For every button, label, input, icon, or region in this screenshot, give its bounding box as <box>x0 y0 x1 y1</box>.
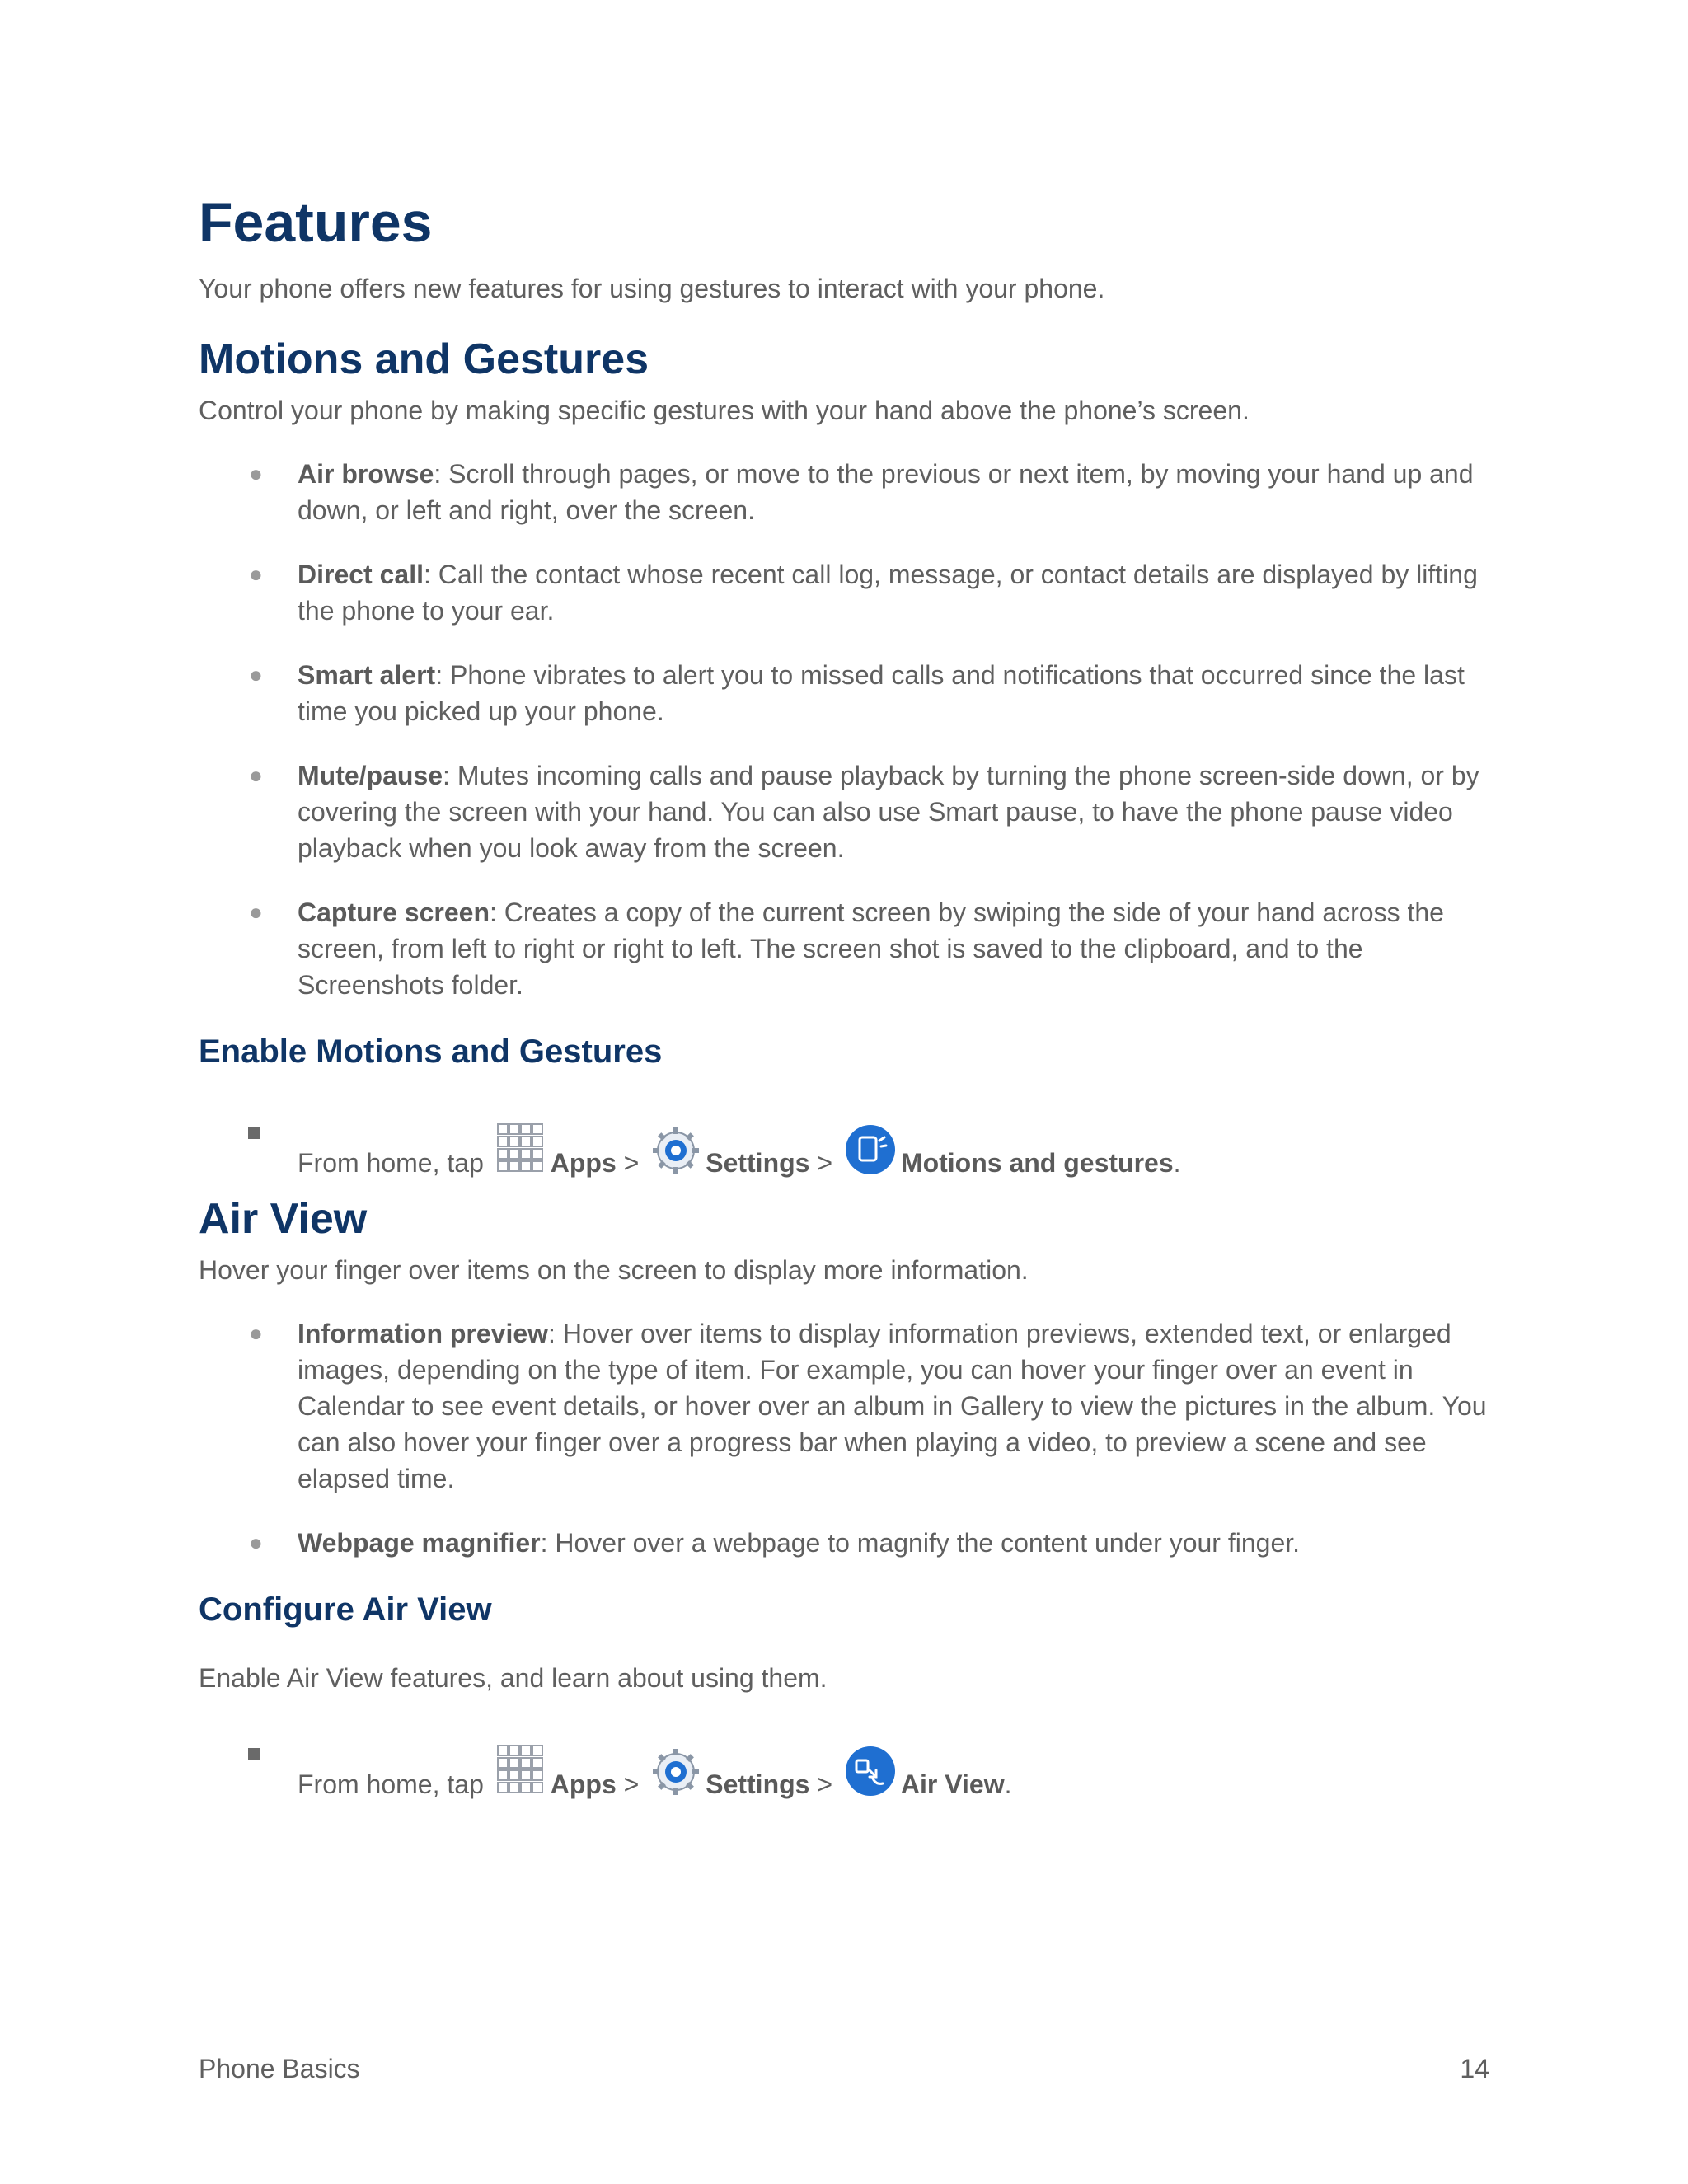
footer-page-number: 14 <box>1460 2054 1489 2083</box>
step-separator: > <box>623 1148 640 1178</box>
bullet-term: Capture screen <box>298 898 490 927</box>
bullet-term: Information preview <box>298 1319 549 1348</box>
air-view-step <box>199 1718 1493 1799</box>
air-view-label: Air View <box>900 1769 1005 1799</box>
configure-air-view-heading: Configure Air View <box>199 1591 492 1628</box>
bullet-term: Smart alert <box>298 660 436 690</box>
bullet-dot: ● <box>249 899 263 925</box>
settings-gear-icon <box>651 1747 701 1802</box>
step-bullet-square <box>248 1748 260 1760</box>
air-view-heading: Air View <box>199 1195 368 1243</box>
bullet-dot: ● <box>249 662 263 687</box>
bullet-text: : Mutes incoming calls and pause playback by turning the phone screen-side down, or by covering the screen with your hand. You can also use Smart pause, to have the phone pause video playback when you look away from the screen. <box>298 761 1479 863</box>
step-end: . <box>1004 1769 1012 1799</box>
list-item <box>199 456 1493 528</box>
settings-gear-icon <box>651 1126 701 1181</box>
bullet-text: : Call the contact whose recent call log, message, or contact details are displayed by lifting the phone to your ear. <box>298 560 1478 626</box>
settings-label: Settings <box>706 1769 810 1799</box>
page-title: Features <box>199 191 433 254</box>
list-item <box>199 1525 1493 1561</box>
bullet-dot: ● <box>249 1530 263 1555</box>
configure-air-view-intro: Enable Air View features, and learn about using them. <box>199 1663 828 1693</box>
step-end: . <box>1173 1148 1181 1178</box>
bullet-term: Air browse <box>298 459 434 489</box>
apps-grid-icon <box>496 1744 546 1802</box>
list-item <box>199 1315 1493 1497</box>
step-separator: > <box>623 1769 640 1799</box>
bullet-text: : Scroll through pages, or move to the previous or next item, by moving your hand up and down, or left and right, over the screen. <box>298 459 1474 525</box>
step-prefix: From home, tap <box>298 1148 484 1178</box>
list-item <box>199 894 1493 1003</box>
settings-label: Settings <box>706 1148 810 1178</box>
apps-grid-icon <box>496 1122 546 1181</box>
bullet-text: : Phone vibrates to alert you to missed calls and notifications that occurred since the last time you picked up your phone. <box>298 660 1465 726</box>
list-item <box>199 657 1493 729</box>
list-item <box>199 556 1493 629</box>
bullet-term: Mute/pause <box>298 761 443 790</box>
bullet-dot: ● <box>249 461 263 486</box>
motions-bullet-list <box>199 456 1493 1031</box>
bullet-text: : Hover over items to display information previews, extended text, or enlarged images, depending on the type of item. For example, you can hover your finger over an event in Calendar to see event details, or hover over an album in Gallery to view the pictures in the album. You can also hover your finger over a progress bar when playing a video, to preview a scene and see elapsed time. <box>298 1319 1487 1493</box>
motions-heading: Motions and Gestures <box>199 335 649 383</box>
air-view-icon <box>845 1746 896 1802</box>
enable-motions-heading: Enable Motions and Gestures <box>199 1033 663 1070</box>
apps-label: Apps <box>550 1769 617 1799</box>
air-view-bullet-list <box>199 1315 1493 1589</box>
bullet-text: : Hover over a webpage to magnify the content under your finger. <box>540 1528 1301 1558</box>
list-item <box>199 757 1493 866</box>
apps-label: Apps <box>550 1148 617 1178</box>
step-bullet-square <box>248 1127 260 1139</box>
motions-intro: Control your phone by making specific gestures with your hand above the phone’s screen. <box>199 396 1250 425</box>
motions-gestures-label: Motions and gestures <box>900 1148 1174 1178</box>
bullet-dot: ● <box>249 1320 263 1346</box>
air-view-intro: Hover your finger over items on the screen to display more information. <box>199 1255 1029 1285</box>
bullet-term: Webpage magnifier <box>298 1528 541 1558</box>
step-prefix: From home, tap <box>298 1769 484 1799</box>
page-intro: Your phone offers new features for using gestures to interact with your phone. <box>199 274 1105 303</box>
bullet-text: : Creates a copy of the current screen by swiping the side of your hand across the screen, from left to right or right to left. The screen shot is saved to the clipboard, and to the Screenshots folder. <box>298 898 1444 1000</box>
bullet-dot: ● <box>249 561 263 587</box>
bullet-dot: ● <box>249 762 263 788</box>
step-separator: > <box>817 1148 833 1178</box>
motions-step <box>199 1096 1493 1178</box>
bullet-term: Direct call <box>298 560 424 589</box>
footer-section-title: Phone Basics <box>199 2054 360 2083</box>
step-separator: > <box>817 1769 833 1799</box>
motions-gestures-icon <box>845 1124 896 1181</box>
